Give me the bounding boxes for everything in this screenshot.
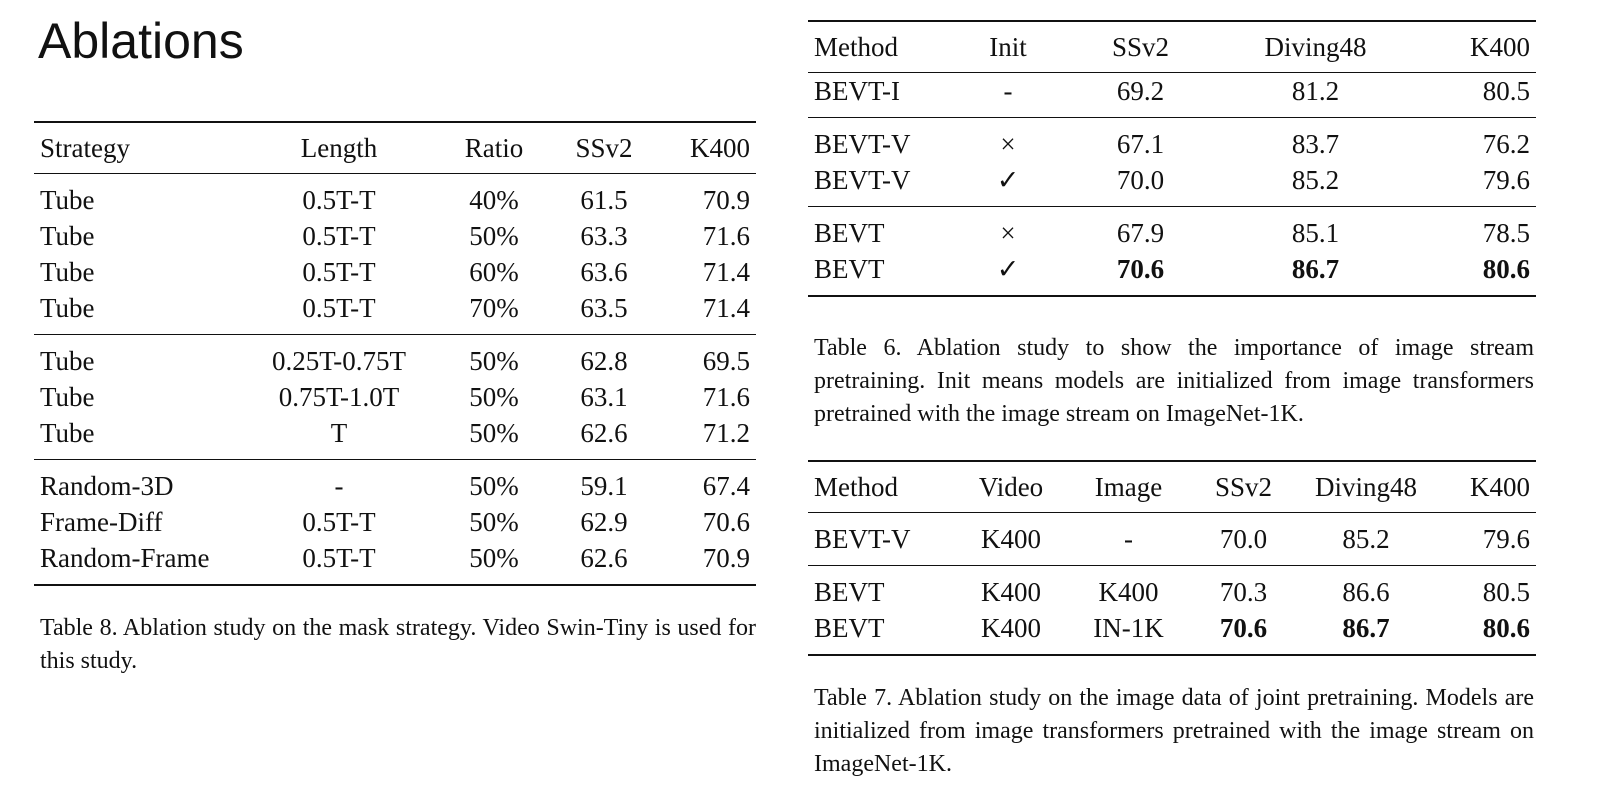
header-ssv2: SSv2 [1191, 461, 1296, 513]
header-k400: K400 [659, 122, 756, 174]
cell-k400: 70.9 [702, 185, 750, 215]
table-row [34, 379, 756, 415]
table-row [34, 415, 756, 460]
cell-ssv2: 70.0 [1191, 513, 1296, 566]
table-row [808, 207, 1536, 252]
cell-ratio: 50% [469, 346, 519, 376]
cell-ssv2: 62.6 [549, 415, 659, 460]
cell-method: BEVT-V [808, 513, 956, 566]
cell-ssv2: 63.6 [580, 257, 628, 287]
table-row [34, 174, 756, 219]
cell-length: 0.5T-T [239, 540, 439, 585]
table-8-mask-strategy [34, 121, 756, 586]
checkmark-icon: ✓ [958, 251, 1058, 296]
cell-method: BEVT-I [808, 73, 958, 118]
cell-k400: 80.5 [1408, 73, 1536, 118]
cell-video: K400 [956, 610, 1066, 655]
cell-strategy: Tube [40, 346, 95, 376]
cell-video: K400 [981, 577, 1041, 607]
cell-length: 0.5T-T [239, 290, 439, 335]
cell-k400: 67.4 [702, 471, 750, 501]
cell-method: BEVT [814, 218, 885, 248]
cell-method: BEVT-V [814, 129, 911, 159]
cell-length: 0.5T-T [302, 257, 376, 287]
slide-title: Ablations [38, 13, 244, 69]
cell-length: 0.5T-T [302, 185, 376, 215]
table-row [808, 73, 1536, 118]
cell-ssv2: 59.1 [580, 471, 628, 501]
cell-diving48: 86.6 [1342, 577, 1390, 607]
checkmark-icon: ✓ [958, 162, 1058, 207]
cell-strategy: Tube [40, 382, 95, 412]
cell-ssv2: 63.1 [580, 382, 628, 412]
cell-strategy: Tube [40, 257, 95, 287]
header-method: Method [808, 461, 956, 513]
cell-method: BEVT-V [808, 162, 958, 207]
table-row [34, 290, 756, 335]
cell-method: BEVT [808, 610, 956, 655]
header-k400: K400 [1436, 461, 1536, 513]
cell-ratio: 70% [439, 290, 549, 335]
cell-ratio: 50% [439, 540, 549, 585]
header-diving48: Diving48 [1223, 21, 1408, 73]
cell-strategy: Tube [40, 221, 95, 251]
cell-image: K400 [1098, 577, 1159, 607]
table-row [808, 118, 1536, 163]
cell-length: 0.25T-0.75T [272, 346, 406, 376]
cell-k400: 70.9 [659, 540, 756, 585]
cell-ratio: 50% [469, 382, 519, 412]
cell-ssv2: 63.5 [549, 290, 659, 335]
cell-init: - [958, 73, 1058, 118]
cell-k400-best: 80.6 [1436, 610, 1536, 655]
cell-ratio: 50% [439, 415, 549, 460]
cell-ssv2: 67.9 [1116, 218, 1165, 248]
cell-ssv2: 63.3 [580, 221, 628, 251]
cell-strategy: Tube [34, 290, 239, 335]
cell-ratio: 50% [469, 507, 519, 537]
cell-ssv2: 62.8 [580, 346, 628, 376]
table-7-caption: Table 7. Ablation study on the image data of joint pretraining. Models are initialized from image transformers pretrained with the image stream on ImageNet-1K. [814, 685, 1534, 777]
cell-ssv2: 70.0 [1058, 162, 1223, 207]
cell-strategy: Random-Frame [34, 540, 239, 585]
cell-k400: 79.6 [1408, 162, 1536, 207]
cell-k400: 71.6 [702, 382, 750, 412]
table-8-header-row [34, 122, 756, 174]
header-video: Video [956, 461, 1066, 513]
cell-diving48: 81.2 [1223, 73, 1408, 118]
cell-ssv2: 70.3 [1219, 577, 1268, 607]
cell-method: BEVT [814, 577, 885, 607]
cell-k400: 71.4 [659, 290, 756, 335]
cell-image: IN-1K [1066, 610, 1191, 655]
cell-ssv2-best: 70.6 [1058, 251, 1223, 296]
header-diving48: Diving48 [1296, 461, 1436, 513]
table-row [808, 162, 1536, 207]
header-strategy: Strategy [34, 122, 239, 174]
cell-ssv2: 69.2 [1058, 73, 1223, 118]
table-6-image-stream [808, 20, 1536, 297]
table-row [808, 566, 1536, 611]
cell-k400: 69.5 [702, 346, 750, 376]
cell-diving48-best: 86.7 [1296, 610, 1436, 655]
header-method: Method [808, 21, 958, 73]
cell-ratio: 50% [469, 471, 519, 501]
cell-length: - [334, 471, 344, 501]
cell-k400: 76.2 [1482, 129, 1530, 159]
table-row [34, 254, 756, 290]
cell-ssv2: 61.5 [580, 185, 628, 215]
cell-k400: 71.6 [702, 221, 750, 251]
cell-diving48-best: 86.7 [1223, 251, 1408, 296]
table-row [34, 540, 756, 585]
table-6-header-row [808, 21, 1536, 73]
table-row [808, 610, 1536, 655]
cell-diving48: 85.2 [1296, 513, 1436, 566]
cell-length: T [239, 415, 439, 460]
cell-strategy: Frame-Diff [40, 507, 163, 537]
table-7-header-row [808, 461, 1536, 513]
cell-strategy: Tube [34, 415, 239, 460]
table-row [34, 218, 756, 254]
cell-ratio: 40% [469, 185, 519, 215]
table-8-caption: Table 8. Ablation study on the mask strategy. Video Swin-Tiny is used for this study. [40, 615, 756, 674]
cross-icon: × [1000, 218, 1016, 248]
cell-k400-best: 80.6 [1408, 251, 1536, 296]
table-row [808, 251, 1536, 296]
cell-k400: 80.5 [1482, 577, 1530, 607]
header-ratio: Ratio [439, 122, 549, 174]
cell-ratio: 50% [469, 221, 519, 251]
cell-k400: 79.6 [1436, 513, 1536, 566]
header-init: Init [958, 21, 1058, 73]
table-row [34, 460, 756, 505]
cell-k400: 78.5 [1482, 218, 1530, 248]
cell-diving48: 85.1 [1291, 218, 1340, 248]
header-ssv2: SSv2 [549, 122, 659, 174]
cell-ssv2-best: 70.6 [1191, 610, 1296, 655]
header-length: Length [239, 122, 439, 174]
header-image: Image [1066, 461, 1191, 513]
cell-video: K400 [956, 513, 1066, 566]
cell-k400: 70.6 [702, 507, 750, 537]
cell-method: BEVT [808, 251, 958, 296]
cell-k400: 71.4 [702, 257, 750, 287]
table-7-image-data [808, 460, 1536, 656]
cross-icon: × [1000, 129, 1016, 159]
cell-strategy: Tube [40, 185, 95, 215]
cell-k400: 71.2 [659, 415, 756, 460]
cell-strategy: Random-3D [40, 471, 174, 501]
cell-length: 0.75T-1.0T [278, 382, 400, 412]
cell-diving48: 83.7 [1291, 129, 1340, 159]
table-row [34, 335, 756, 380]
cell-image: - [1066, 513, 1191, 566]
cell-length: 0.5T-T [302, 221, 376, 251]
cell-length: 0.5T-T [302, 507, 376, 537]
cell-diving48: 85.2 [1223, 162, 1408, 207]
header-k400: K400 [1408, 21, 1536, 73]
header-ssv2: SSv2 [1058, 21, 1223, 73]
cell-ssv2: 62.9 [580, 507, 628, 537]
cell-ratio: 60% [469, 257, 519, 287]
table-row [808, 513, 1536, 566]
table-row [34, 504, 756, 540]
table-6-caption: Table 6. Ablation study to show the importance of image stream pretraining. Init means models are initialized from image transformers pretrained with the image stream on ImageNet-1K. [814, 335, 1534, 427]
cell-ssv2: 67.1 [1116, 129, 1165, 159]
cell-ssv2: 62.6 [549, 540, 659, 585]
